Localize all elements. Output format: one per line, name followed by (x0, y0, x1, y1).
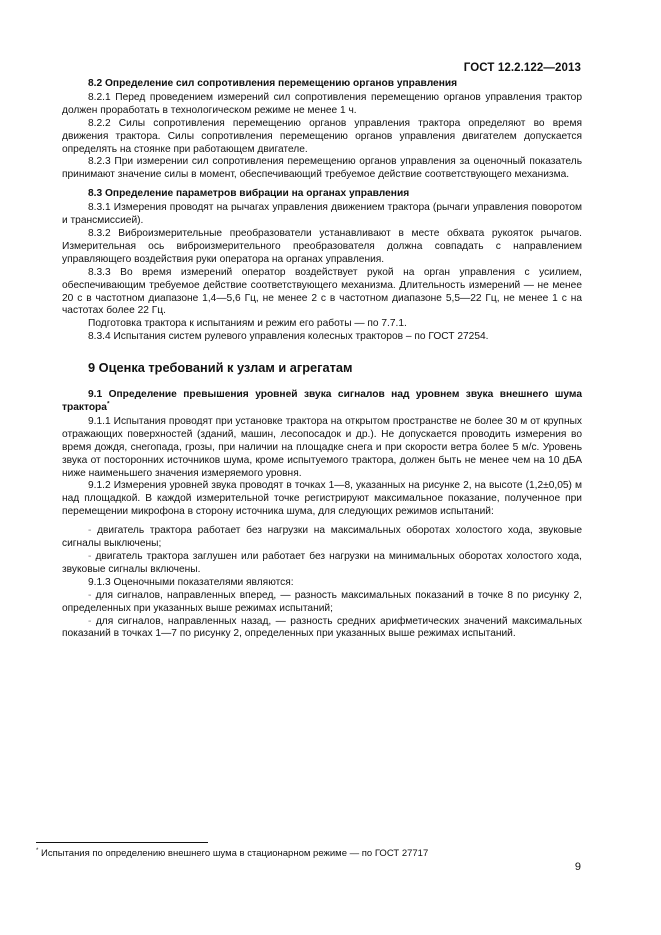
paragraph-8-2-2: 8.2.2 Силы сопротивления перемещению органов управления трактора определяют во время движения трактора. Силы сопротивления перемещению органов управления двигателем допускается определять на стоянке при работающем двигателе. (62, 117, 582, 155)
paragraph-9-1-3: 9.1.3 Оценочными показателями являются: (88, 576, 294, 588)
paragraph-8-3-4: 8.3.4 Испытания систем рулевого управления колесных тракторов – по ГОСТ 27254. (88, 331, 489, 343)
section-8-2-title: 8.2 Определение сил сопротивления перемещению органов управления (88, 78, 458, 89)
dash-bullet: - (88, 551, 92, 562)
section-9-title: 9 Оценка требований к узлам и агрегатам (88, 360, 353, 376)
paragraph-8-3-3: 8.3.3 Во время измерений оператор воздействует рукой на орган управления с усилием, обеспечивающим требуемое действие соответствующего механизма. Длительность измерений — не менее 20 с в частотном диапазоне 1,4—5,6 Гц, не менее 2 с в частотном диапазоне 5,5—22 Гц, не менее 1 с на частотах более 22 Гц. (62, 266, 582, 317)
paragraph-preparation: Подготовка трактора к испытаниям и режим его работы — по 7.7.1. (88, 318, 407, 330)
paragraph-8-3-1: 8.3.1 Измерения проводят на рычагах управления движением трактора (рычаги управления поворотом и трансмиссией). (62, 202, 582, 227)
paragraph-9-1-1: 9.1.1 Испытания проводят при установке трактора на открытом пространстве не более 30 м от крупных отражающих поверхностей (зданий, машин, лесопосадок и др.). Не допускается проводить измерения во время дождя, снегопада, грозы, при наличии на площадке снега и при скорости ветра более 5 м/с. Уровень звука от посторонних источников шума, кроме испытуемого трактора, должен быть не менее чем на 10 дБА ниже наименьшего значения измеряемого уровня. (62, 415, 582, 479)
footnote-marker: * (106, 400, 110, 408)
dash-bullet: - (88, 525, 92, 537)
list-item-mode-1 (62, 525, 582, 551)
footnote-mark: * (36, 847, 39, 854)
section-9-1-title-text: 9.1 Определение превышения уровней звука сигналов над уровнем звука внешнего шума трактора (62, 389, 582, 414)
footnote-divider (36, 842, 208, 843)
dash-bullet: - (88, 589, 92, 601)
page-body (62, 78, 582, 641)
footnote-text: Испытания по определению внешнего шума в стационарном режиме — по ГОСТ 27717 (40, 848, 429, 859)
paragraph-8-2-3: 8.2.3 При измерении сил сопротивления перемещению органов управления за оценочный показатель принимают значение силы в момент, обеспечивающий требуемое действие соответствующего механизма. (62, 156, 582, 181)
paragraph-8-3-2: 8.3.2 Виброизмерительные преобразователи устанавливают в месте обхвата рукояток рычагов. Измерительная ось виброизмерительного преобразователя должна совпадать с направлением управляющего воздействия руки оператора на органах управления. (62, 227, 582, 265)
footnote (36, 848, 428, 859)
list-item-text: для сигналов, направленных вперед, — разность максимальных показаний в точке 8 по рисунку 2, определенных при указанных выше режимах испытаний; (62, 589, 582, 614)
page-number: 9 (574, 861, 581, 873)
paragraph-9-1-2: 9.1.2 Измерения уровней звука проводят в точках 1—8, указанных на рисунке 2, на высоте (1,2±0,05) м над площадкой. В каждой измерительной точке регистрируют максимальное показание, полученное при перемещении микрофона в сторону источника шума, для следующих режимов испытаний: (62, 480, 582, 518)
list-item-mode-2 (62, 551, 582, 577)
document-id: ГОСТ 12.2.122—2013 (463, 62, 581, 74)
list-item-backward-signals (62, 616, 582, 642)
section-9-1-title (62, 389, 582, 415)
list-item-forward-signals (62, 590, 582, 616)
section-8-3-title: 8.3 Определение параметров вибрации на органах управления (88, 188, 410, 200)
dash-bullet: - (88, 615, 92, 627)
list-item-text: для сигналов, направленных назад, — разность средних арифметических значений максимальных показаний в точках 1—7 по рисунку 2, определенных при указанных выше режимах испытаний. (62, 615, 582, 640)
list-item-text: двигатель трактора заглушен или работает без нагрузки на минимальных оборотах холостого хода, звуковые сигналы включены. (62, 551, 582, 575)
paragraph-8-2-1: 8.2.1 Перед проведением измерений сил сопротивления перемещению органов управления трактор должен проработать в технологическом режиме не менее 1 ч. (62, 91, 582, 116)
list-item-text: двигатель трактора работает без нагрузки на максимальных оборотах холостого хода, звуковые сигналы выключены; (62, 525, 582, 550)
